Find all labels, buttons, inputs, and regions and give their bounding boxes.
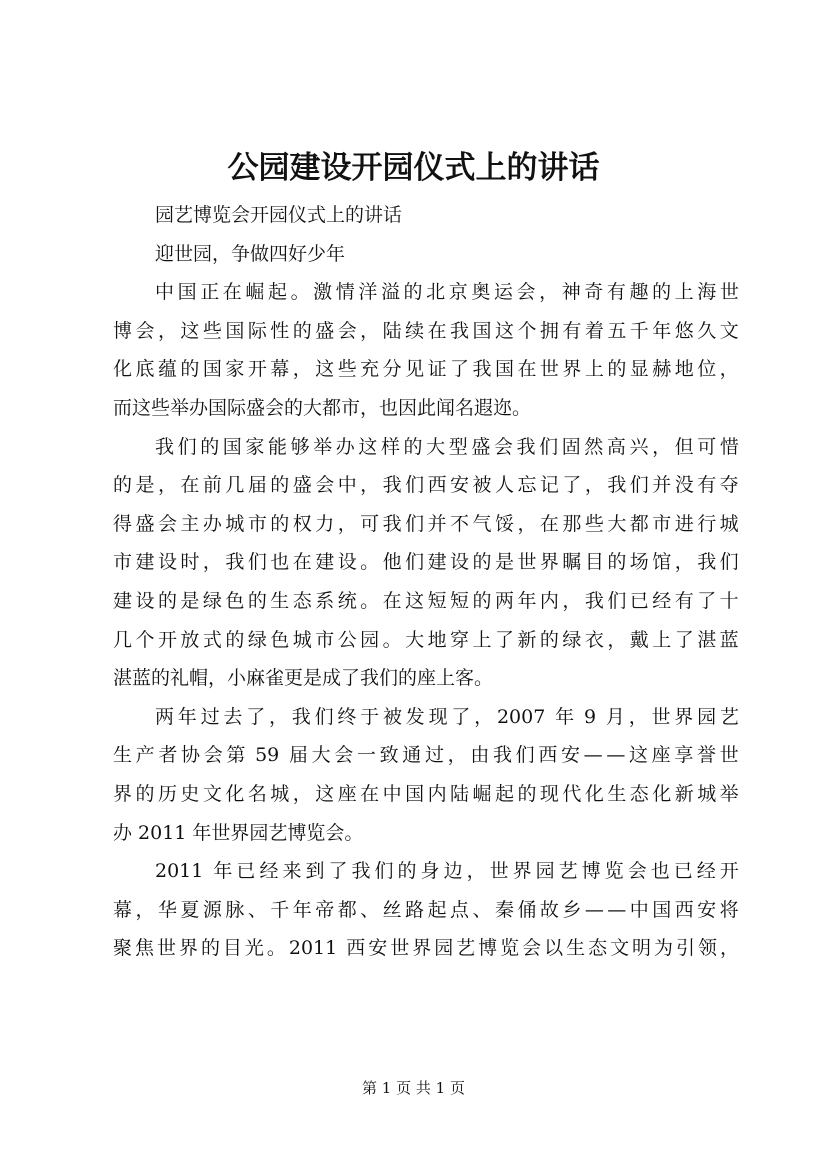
document-body: [113, 196, 739, 968]
text-line: 2011 年 已 经 来 到 了 我 们 的 身 边 ， 世 界 园 艺 博 览 会 也 已 经 开: [155, 860, 739, 883]
text-line: 市 建 设 时 ， 我 们 也 在 建 设 。 他 们 建 设 的 是 世 界 瞩 目 的 场 馆 ， 我 们: [113, 551, 739, 574]
text-line: 几 个 开 放 式 的 绿 色 城 市 公 园 。 大 地 穿 上 了 新 的 绿 衣 ， 戴 上 了 湛 蓝: [113, 628, 739, 651]
text-line: 聚 焦 世 界 的 目 光 。 2011 西 安 世 界 园 艺 博 览 会 以 生 态 文 明 为 引 领 ，: [113, 937, 739, 960]
text-line: 化 底 蕴 的 国 家 开 幕 ， 这 些 充 分 见 证 了 我 国 在 世 界 上 的 显 赫 地 位 ，: [113, 358, 739, 381]
text-line: 界 的 历 史 文 化 名 城 ， 这 座 在 中 国 内 陆 崛 起 的 现 代 化 生 态 化 新 城 举: [113, 782, 739, 805]
text-line: 办 2011 年世界园艺博览会。: [113, 821, 364, 844]
text-line: 生 产 者 协 会 第 59 届 大 会 一 致 通 过 ， 由 我 们 西 安 — — 这 座 享 誉 世: [113, 744, 739, 767]
document-title: 公园建设开园仪式上的讲话: [227, 150, 600, 186]
text-line: 两 年 过 去 了 ， 我 们 终 于 被 发 现 了 ， 2007 年 9 月 ， 世 界 园 艺: [155, 705, 739, 728]
page-footer: 第 1 页 共 1 页: [362, 1079, 465, 1097]
text-line: 幕 ， 华 夏 源 脉 、 千 年 帝 都 、 丝 路 起 点 、 秦 俑 故 乡 — — 中 国 西 安 将: [113, 898, 739, 921]
text-line: 的 是 ， 在 前 几 届 的 盛 会 中 ， 我 们 西 安 被 人 忘 记 了 ， 我 们 并 没 有 夺: [113, 474, 739, 497]
text-line: 建 设 的 是 绿 色 的 生 态 系 统 。 在 这 短 短 的 两 年 内 ， 我 们 已 经 有 了 十: [113, 589, 739, 612]
text-line: 湛蓝的礼帽，小麻雀更是成了我们的座上客。: [113, 667, 494, 690]
text-line: 而这些举办国际盛会的大都市，也因此闻名遐迩。: [113, 396, 532, 419]
text-line: 中 国 正 在 崛 起 。 激 情 洋 溢 的 北 京 奥 运 会 ， 神 奇 有 趣 的 上 海 世: [155, 281, 739, 304]
text-line: 园艺博览会开园仪式上的讲话: [155, 204, 403, 226]
text-line: 迎世园，争做四好少年: [155, 242, 346, 265]
text-line: 我 们 的 国 家 能 够 举 办 这 样 的 大 型 盛 会 我 们 固 然 高 兴 ， 但 可 惜: [155, 435, 739, 458]
text-line: 博 会 ， 这 些 国 际 性 的 盛 会 ， 陆 续 在 我 国 这 个 拥 有 着 五 千 年 悠 久 文: [113, 319, 739, 342]
text-line: 得 盛 会 主 办 城 市 的 权 力 ， 可 我 们 并 不 气 馁 ， 在 那 些 大 都 市 进 行 城: [113, 512, 739, 535]
